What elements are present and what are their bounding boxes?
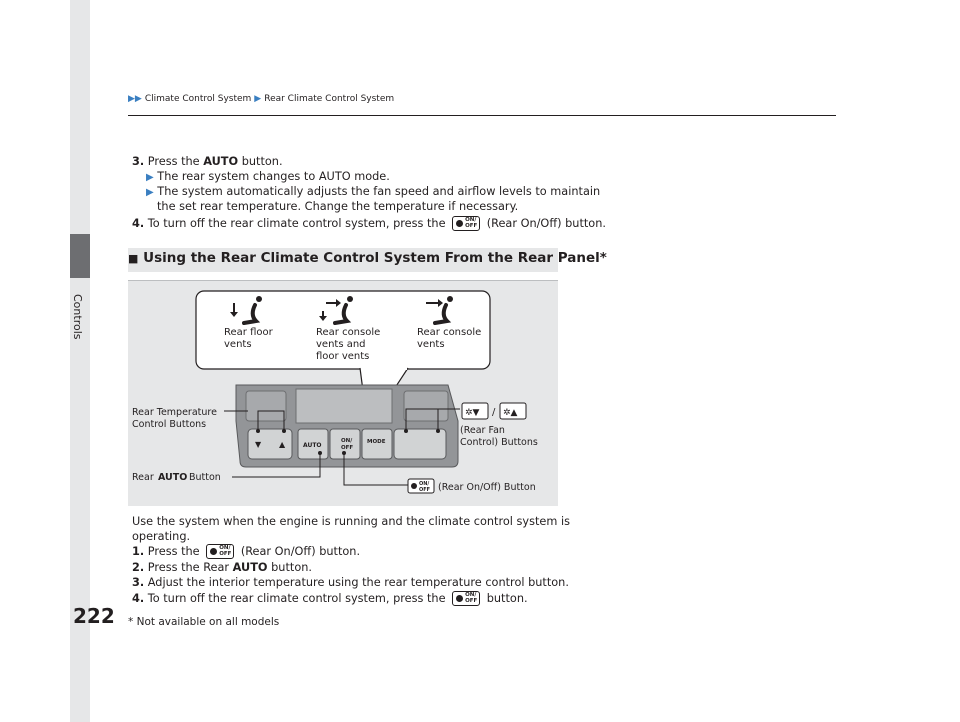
step-number: 4. <box>132 592 145 605</box>
mode-label: vents <box>224 339 252 350</box>
step-text: button. <box>271 561 312 574</box>
step-text: To turn off the rear climate control system, press the <box>147 217 446 230</box>
step-3-bullet-1 <box>146 169 390 185</box>
bullet-text: The system automatically adjusts the fan speed and airflow levels to maintain <box>157 185 601 198</box>
rear-onoff-icon: ON/ OFF <box>452 591 480 606</box>
rear-panel-illustration <box>128 281 558 507</box>
fan-callout-label: (Rear Fan <box>460 425 505 436</box>
auto-callout-label-bold: AUTO <box>158 472 188 483</box>
step-text: Adjust the interior temperature using the rear temperature control button. <box>147 576 569 589</box>
section-title-text: Using the Rear Climate Control System From the Rear Panel <box>143 250 600 266</box>
rear-onoff-icon: ON/ OFF <box>452 216 480 231</box>
footnote-marker: * <box>599 250 607 266</box>
step-3-bullet-2-cont: the set rear temperature. Change the temperature if necessary. <box>157 200 519 213</box>
step-number: 4. <box>132 217 145 230</box>
svg-text:✲▼: ✲▼ <box>465 408 480 418</box>
step-4-line <box>132 216 606 231</box>
temp-callout-label: Control Buttons <box>132 419 207 430</box>
rear-fan-buttons <box>394 429 446 459</box>
step-1-line <box>132 544 360 559</box>
page-number: 222 <box>73 604 115 628</box>
svg-text:MODE: MODE <box>367 439 386 445</box>
breadcrumb-arrow-icon: ▶▶ <box>128 94 142 104</box>
auto-callout-label: Rear <box>132 472 154 483</box>
panel-display <box>296 389 392 423</box>
step-text: button. <box>241 155 283 168</box>
footnote: * Not available on all models <box>128 616 280 628</box>
mode-label: vents <box>417 339 445 350</box>
step-3-bullet-2 <box>146 184 600 200</box>
svg-text:AUTO: AUTO <box>303 442 322 449</box>
step-text: To turn off the rear climate control system, press the <box>147 592 446 605</box>
step-number: 3. <box>132 155 145 168</box>
intro-line-2: operating. <box>132 530 191 543</box>
right-seat-heater <box>404 391 448 421</box>
mode-label: Rear console <box>417 327 482 338</box>
step-2-line <box>132 560 312 575</box>
step-text: Press the <box>147 545 200 558</box>
svg-text:▼: ▼ <box>255 440 262 449</box>
header-divider <box>128 115 836 116</box>
breadcrumb <box>128 94 394 104</box>
breadcrumb-arrow-icon: ▶ <box>254 94 262 104</box>
bullet-arrow-icon: ▶ <box>146 187 154 198</box>
step-text: (Rear On/Off) button. <box>240 545 361 558</box>
bullet-text: The rear system changes to AUTO mode. <box>157 170 390 183</box>
rear-panel-figure <box>128 280 558 506</box>
fan-slash: / <box>492 407 496 418</box>
temp-callout-label: Rear Temperature <box>132 407 217 418</box>
left-seat-heater <box>246 391 286 421</box>
step-text: (Rear On/Off) button. <box>486 217 606 230</box>
svg-text:✲▲: ✲▲ <box>503 408 518 418</box>
intro-line-1: Use the system when the engine is running and the climate control system is <box>132 515 570 528</box>
mode-label: floor vents <box>316 351 370 362</box>
step-text: Press the Rear <box>147 561 230 574</box>
step-text: button. <box>486 592 528 605</box>
svg-text:OFF: OFF <box>419 487 431 493</box>
section-title <box>128 250 607 266</box>
svg-text:ON/: ON/ <box>419 481 430 487</box>
step-3-line <box>132 154 283 169</box>
mode-label: Rear console <box>316 327 381 338</box>
svg-text:ON/: ON/ <box>341 438 353 444</box>
onoff-callout-label: (Rear On/Off) Button <box>438 482 536 493</box>
breadcrumb-section[interactable]: Climate Control System <box>144 94 252 104</box>
sidebar-section-label: Controls <box>71 294 84 340</box>
step-number: 1. <box>132 545 145 558</box>
mode-label: Rear floor <box>224 327 273 338</box>
step-3-line <box>132 575 569 590</box>
auto-button-label: AUTO <box>232 561 268 574</box>
step-number: 2. <box>132 561 145 574</box>
step-4-line <box>132 591 528 606</box>
fan-callout-label: Control) Buttons <box>460 437 538 448</box>
step-text: Press the <box>147 155 200 168</box>
rear-onoff-icon: ON/ OFF <box>206 544 234 559</box>
auto-callout-label: Button <box>189 472 221 483</box>
breadcrumb-subsection[interactable]: Rear Climate Control System <box>264 94 395 104</box>
sidebar-section-tab <box>70 234 90 278</box>
mode-label: vents and <box>316 339 366 350</box>
section-square-icon: ■ <box>128 252 139 265</box>
bullet-arrow-icon: ▶ <box>146 172 154 183</box>
auto-button-label: AUTO <box>203 155 239 168</box>
svg-text:▲: ▲ <box>279 440 286 449</box>
svg-text:OFF: OFF <box>341 445 354 451</box>
step-number: 3. <box>132 576 145 589</box>
